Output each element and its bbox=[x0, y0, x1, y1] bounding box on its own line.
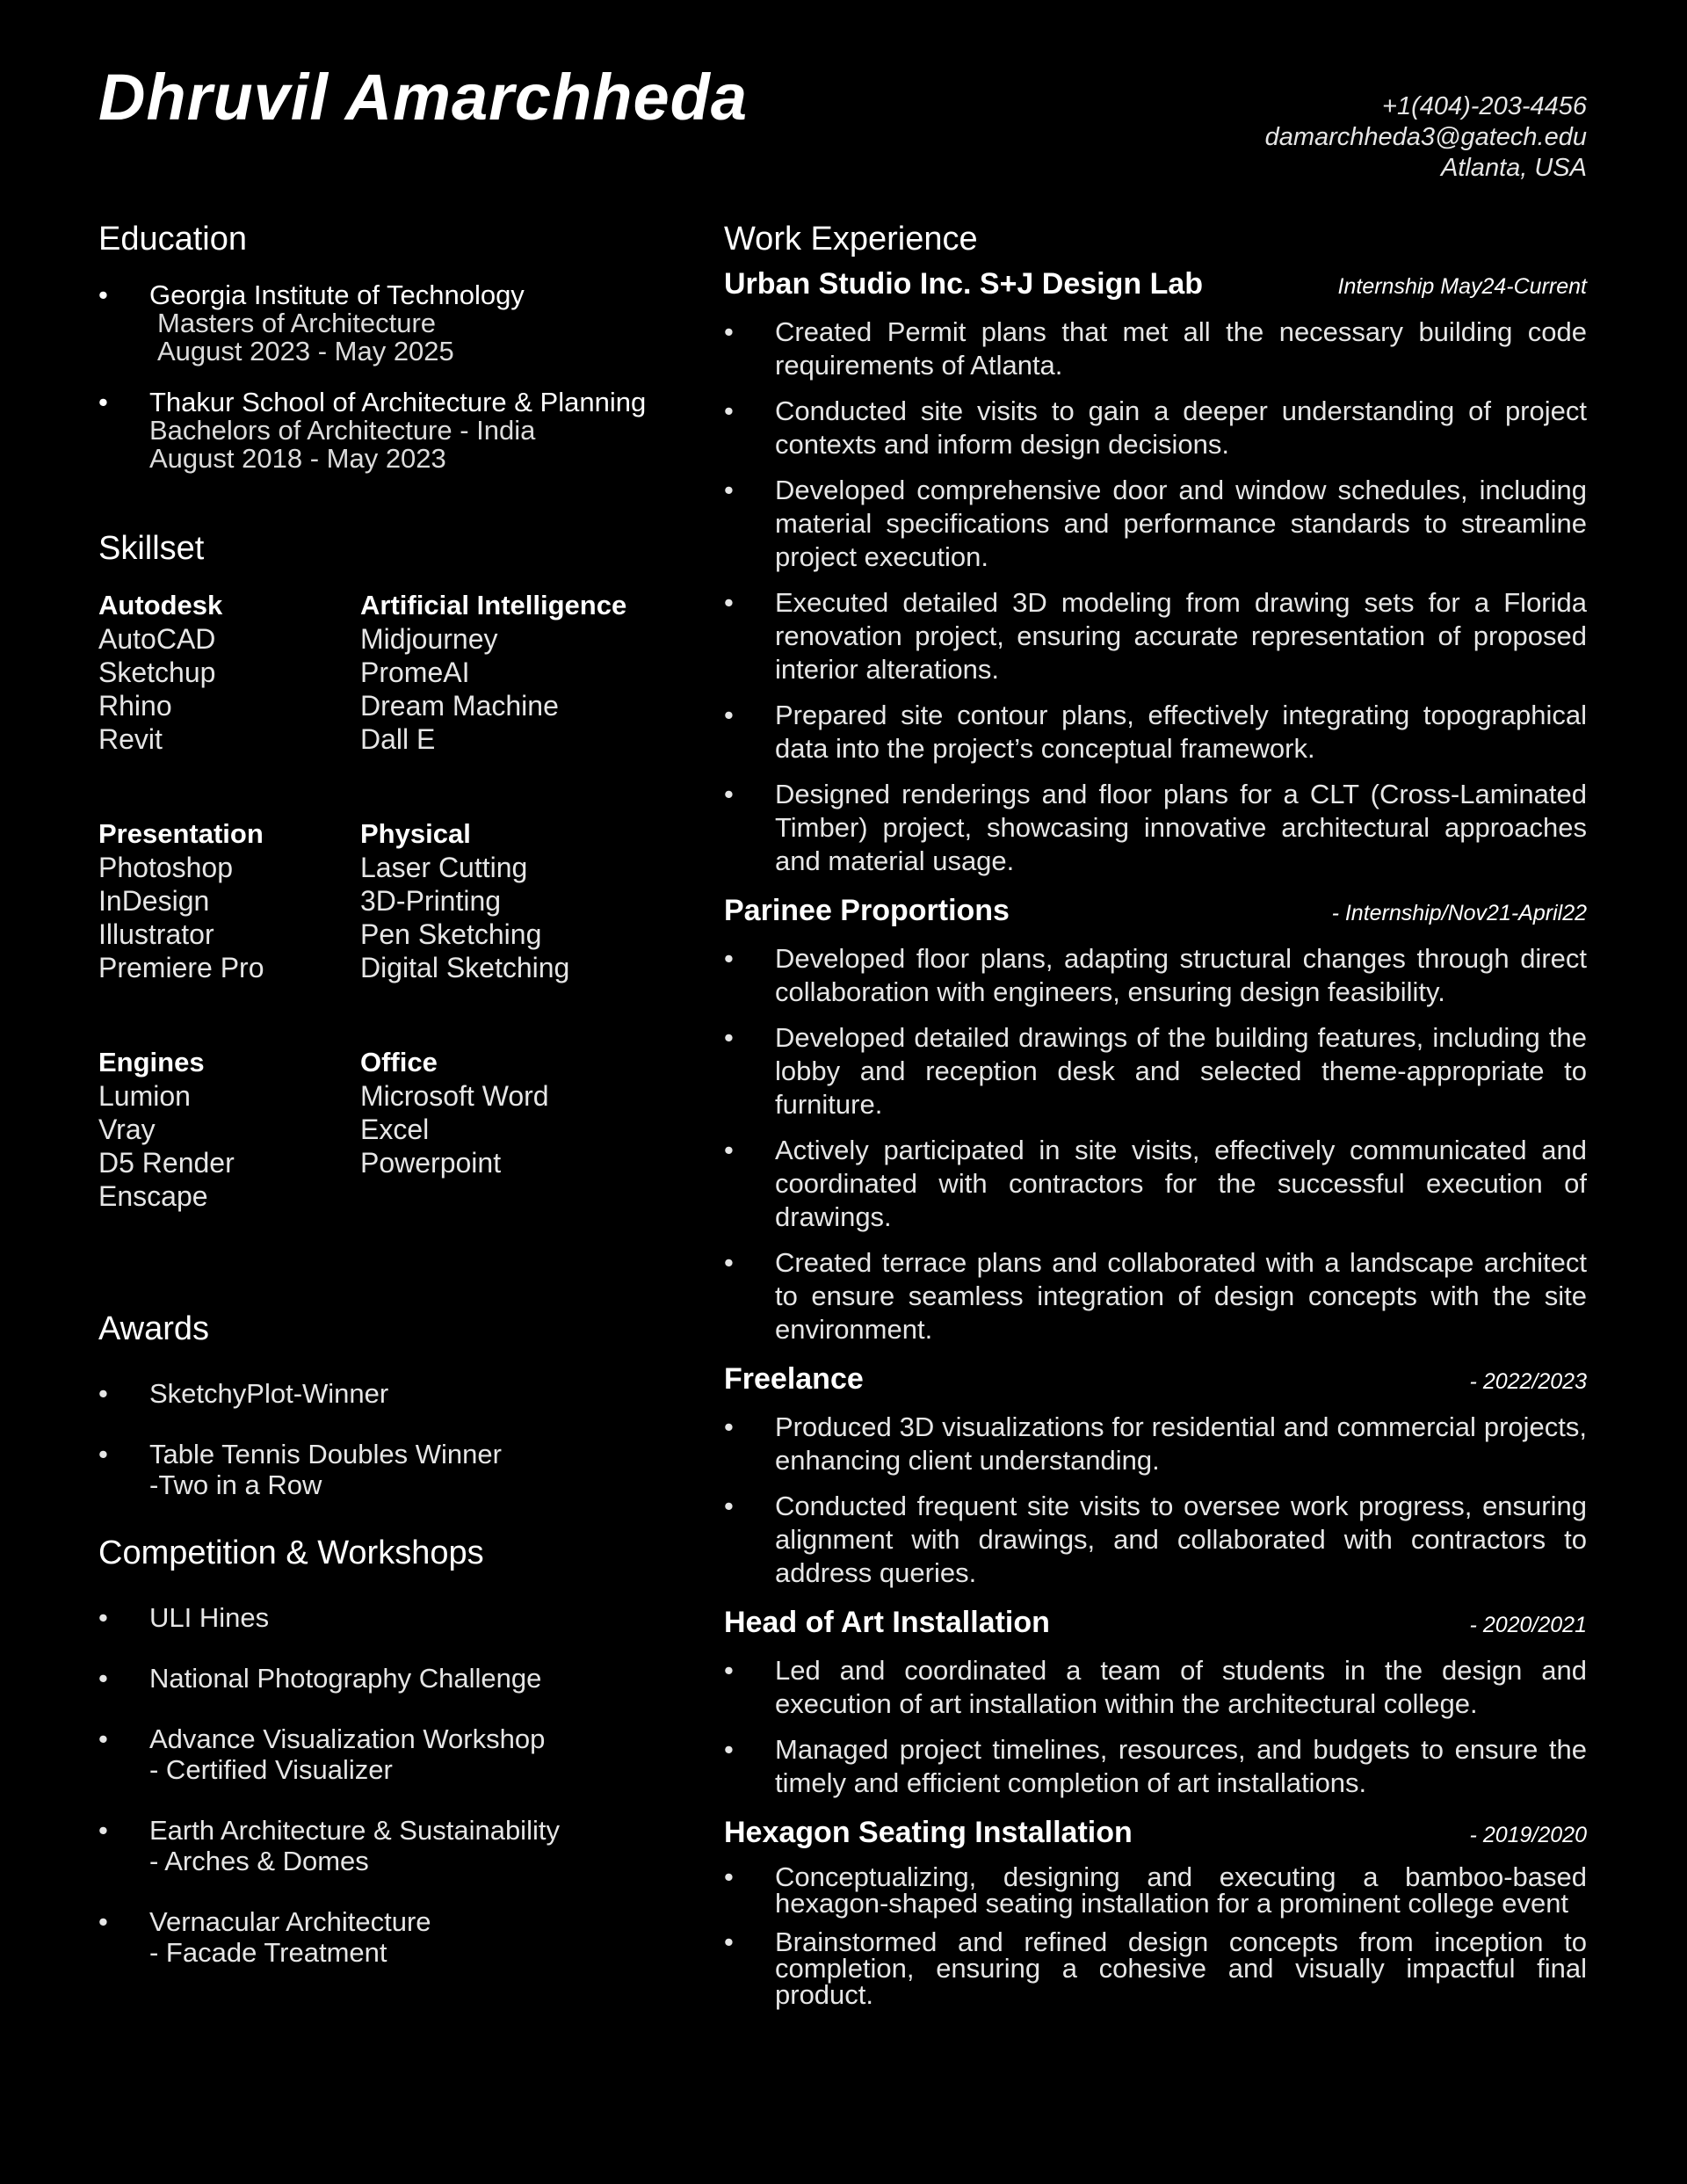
job-bullets bbox=[724, 316, 1587, 878]
job-header bbox=[724, 1814, 1587, 1854]
left-column bbox=[98, 216, 696, 1998]
skill-group-office bbox=[360, 1046, 694, 1213]
award-text: • Table Tennis Doubles Winner bbox=[149, 1439, 502, 1469]
job-entry bbox=[724, 892, 1587, 1346]
competition-text: • Advance Visualization Workshop bbox=[149, 1723, 546, 1754]
skill-item: 3D-Printing bbox=[360, 885, 502, 917]
competition-subtext: - Arches & Domes bbox=[149, 1846, 369, 1876]
job-bullet: • Created Permit plans that met all the necessary building code requirements of Atlanta. bbox=[724, 316, 1587, 382]
skill-group-title: Artificial Intelligence bbox=[360, 590, 627, 620]
dates: August 2018 - May 2023 bbox=[149, 443, 446, 474]
job-date: - 2022/2023 bbox=[1469, 1369, 1587, 1394]
skill-item: Microsoft Word bbox=[360, 1080, 549, 1112]
skill-group-engines bbox=[98, 1046, 360, 1213]
award-item bbox=[98, 1439, 696, 1500]
competition-text: • ULI Hines bbox=[149, 1602, 270, 1633]
skill-group-title: Presentation bbox=[98, 818, 264, 849]
award-subtext: -Two in a Row bbox=[149, 1469, 322, 1500]
competition-item bbox=[98, 1723, 696, 1785]
skill-group-title: Physical bbox=[360, 818, 471, 849]
job-bullet: • Developed detailed drawings of the building features, including the lobby and reception desk and selected theme-appropriate to furniture. bbox=[724, 1021, 1587, 1121]
skill-group-presentation bbox=[98, 817, 360, 984]
job-title: Freelance bbox=[724, 1362, 864, 1396]
skill-item: Sketchup bbox=[98, 657, 216, 688]
skill-item: Digital Sketching bbox=[360, 952, 570, 983]
dates: August 2023 - May 2025 bbox=[157, 336, 454, 366]
job-date: Internship May24-Current bbox=[1337, 274, 1587, 299]
education-heading: Education bbox=[98, 221, 248, 258]
job-entry bbox=[724, 1814, 1587, 2008]
job-bullet: • Conceptualizing, designing and executing a bamboo-based hexagon-shaped seating installation for a prominent college event bbox=[724, 1864, 1587, 1917]
skill-item: Vray bbox=[98, 1114, 156, 1145]
job-entry bbox=[724, 1604, 1587, 1800]
job-bullet: • Prepared site contour plans, effectively integrating topographical data into the project’s conceptual framework. bbox=[724, 699, 1587, 765]
skill-item: D5 Render bbox=[98, 1147, 235, 1179]
phone-number[interactable]: +1(404)-203-4456 bbox=[1382, 92, 1587, 120]
skillset-heading: Skillset bbox=[98, 530, 205, 567]
job-header bbox=[724, 1604, 1587, 1643]
competition-text: • Earth Architecture & Sustainability bbox=[149, 1815, 560, 1846]
degree: Masters of Architecture bbox=[157, 308, 437, 338]
award-text: • SketchyPlot-Winner bbox=[149, 1378, 389, 1409]
education-item bbox=[98, 281, 696, 366]
competition-item bbox=[98, 1602, 696, 1633]
job-entry bbox=[724, 1360, 1587, 1590]
awards-heading: Awards bbox=[98, 1310, 210, 1347]
skill-item: Laser Cutting bbox=[360, 852, 528, 883]
skill-group-title: Office bbox=[360, 1047, 438, 1077]
location: Atlanta, USA bbox=[1440, 154, 1587, 182]
email-address[interactable]: damarchheda3@gatech.edu bbox=[1264, 123, 1587, 151]
job-bullet: • Developed comprehensive door and window schedules, including material specifications and performance standards to streamline project execution. bbox=[724, 474, 1587, 574]
skill-item: AutoCAD bbox=[98, 623, 216, 655]
skill-item: Rhino bbox=[98, 690, 172, 722]
school-name: • Thakur School of Architecture & Planning bbox=[149, 387, 647, 417]
skill-item: Illustrator bbox=[98, 918, 214, 950]
work-experience-heading: Work Experience bbox=[724, 221, 978, 258]
job-title: Head of Art Installation bbox=[724, 1606, 1050, 1639]
job-bullets bbox=[724, 1654, 1587, 1800]
job-date: - 2019/2020 bbox=[1469, 1823, 1587, 1847]
skill-item: InDesign bbox=[98, 885, 210, 917]
skill-item: Enscape bbox=[98, 1180, 208, 1212]
skill-item: Revit bbox=[98, 723, 163, 755]
job-bullets bbox=[724, 1861, 1587, 2010]
job-bullet: • Designed renderings and floor plans for a CLT (Cross-Laminated Timber) project, showcasing innovative architectural approaches and material usage. bbox=[724, 778, 1587, 878]
competition-item bbox=[98, 1906, 696, 1968]
job-date: - 2020/2021 bbox=[1469, 1613, 1587, 1637]
competitions-list bbox=[98, 1602, 696, 1968]
school-name: • Georgia Institute of Technology bbox=[149, 279, 525, 310]
skill-item: Dall E bbox=[360, 723, 436, 755]
skillset-grid bbox=[98, 589, 696, 1213]
skill-item: Pen Sketching bbox=[360, 918, 542, 950]
job-bullet: • Conducted site visits to gain a deeper understanding of project contexts and inform design decisions. bbox=[724, 395, 1587, 461]
skill-item: Excel bbox=[360, 1114, 430, 1145]
contact-block bbox=[1060, 91, 1587, 184]
job-bullets bbox=[724, 942, 1587, 1346]
skill-item: Midjourney bbox=[360, 623, 498, 655]
skill-group-autodesk bbox=[98, 589, 360, 756]
candidate-name: Dhruvil Amarchheda bbox=[98, 61, 748, 134]
right-column bbox=[724, 216, 1587, 2021]
job-header bbox=[724, 1360, 1587, 1400]
job-bullet: • Managed project timelines, resources, and budgets to ensure the timely and efficient completion of art installations. bbox=[724, 1733, 1587, 1800]
job-header bbox=[724, 892, 1587, 932]
skill-item: Lumion bbox=[98, 1080, 191, 1112]
awards-list bbox=[98, 1378, 696, 1500]
competition-item bbox=[98, 1815, 696, 1876]
job-header bbox=[724, 265, 1587, 305]
job-entry bbox=[724, 265, 1587, 878]
skill-group-physical bbox=[360, 817, 694, 984]
skill-item: Powerpoint bbox=[360, 1147, 502, 1179]
skill-item: Photoshop bbox=[98, 852, 234, 883]
skill-group-ai bbox=[360, 589, 694, 756]
education-item bbox=[98, 388, 696, 473]
competition-subtext: - Certified Visualizer bbox=[149, 1754, 393, 1785]
job-bullets bbox=[724, 1411, 1587, 1590]
education-list bbox=[98, 281, 696, 473]
job-bullet: • Produced 3D visualizations for residential and commercial projects, enhancing client understanding. bbox=[724, 1411, 1587, 1477]
skill-group-title: Engines bbox=[98, 1047, 205, 1077]
competition-text: • Vernacular Architecture bbox=[149, 1906, 431, 1937]
job-date: - Internship/Nov21-April22 bbox=[1331, 901, 1587, 925]
competition-subtext: - Facade Treatment bbox=[149, 1937, 387, 1968]
competition-item bbox=[98, 1663, 696, 1694]
degree: Bachelors of Architecture - India bbox=[149, 415, 536, 446]
job-title: Parinee Proportions bbox=[724, 894, 1010, 927]
competition-text: • National Photography Challenge bbox=[149, 1663, 542, 1694]
skill-item: Dream Machine bbox=[360, 690, 559, 722]
job-bullet: • Created terrace plans and collaborated with a landscape architect to ensure seamless integration of design concepts with the site environment. bbox=[724, 1246, 1587, 1346]
job-bullet: • Led and coordinated a team of students in the design and execution of art installation within the architectural college. bbox=[724, 1654, 1587, 1721]
job-bullet: • Actively participated in site visits, effectively communicated and coordinated with contractors for the successful execution of drawings. bbox=[724, 1134, 1587, 1234]
skill-group-title: Autodesk bbox=[98, 590, 223, 620]
job-bullet: • Conducted frequent site visits to oversee work progress, ensuring alignment with drawings, and collaborated with contractors to address queries. bbox=[724, 1490, 1587, 1590]
job-title: Hexagon Seating Installation bbox=[724, 1816, 1133, 1849]
job-bullet: • Executed detailed 3D modeling from drawing sets for a Florida renovation project, ensuring accurate representation of proposed interior alterations. bbox=[724, 586, 1587, 686]
award-item bbox=[98, 1378, 696, 1409]
job-bullet: • Developed floor plans, adapting structural changes through direct collaboration with engineers, ensuring design feasibility. bbox=[724, 942, 1587, 1009]
job-bullet: • Brainstormed and refined design concepts from inception to completion, ensuring a cohesive and visually impactful final product. bbox=[724, 1929, 1587, 2008]
skill-item: Premiere Pro bbox=[98, 952, 264, 983]
skill-item: PromeAI bbox=[360, 657, 470, 688]
competitions-heading: Competition & Workshops bbox=[98, 1535, 484, 1571]
job-title: Urban Studio Inc. S+J Design Lab bbox=[724, 267, 1204, 301]
